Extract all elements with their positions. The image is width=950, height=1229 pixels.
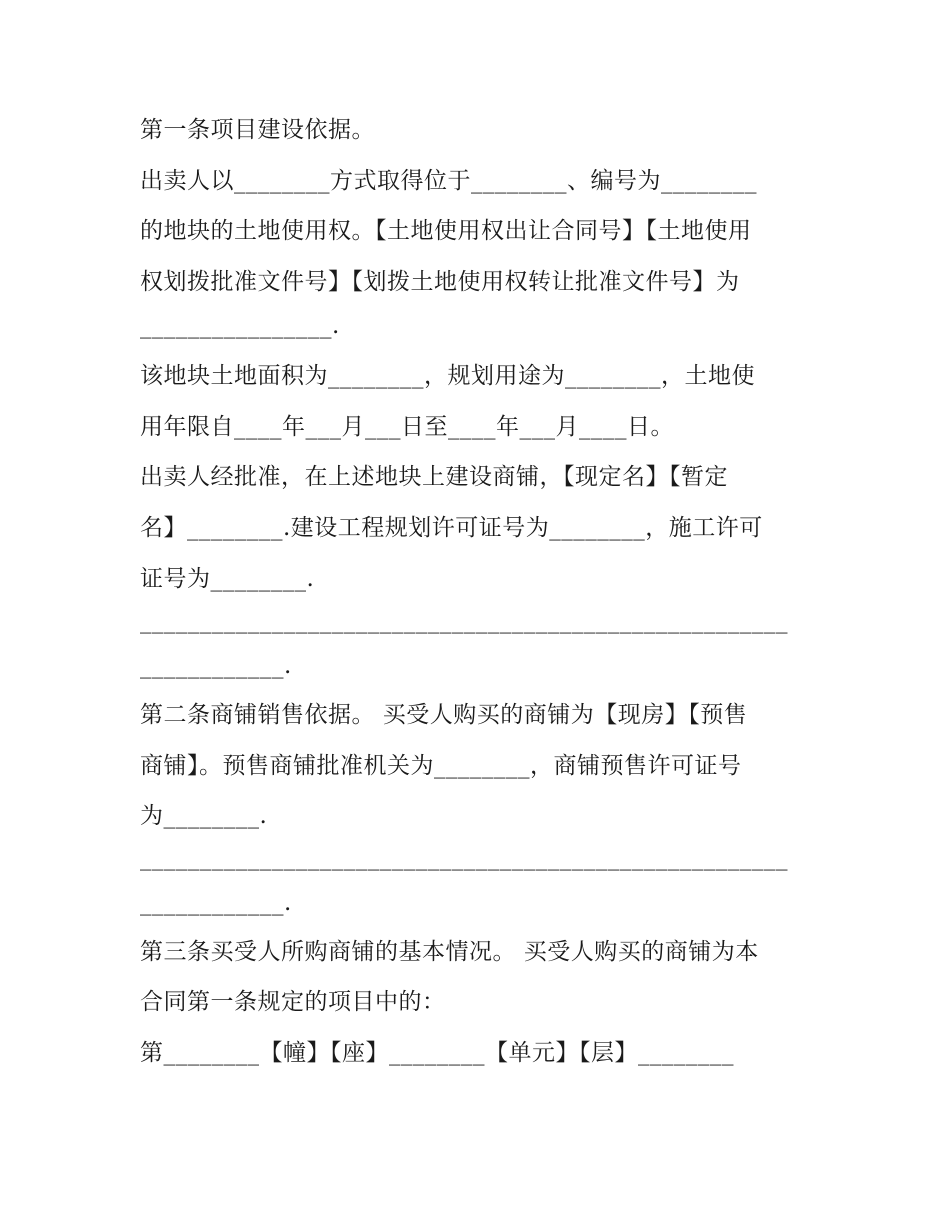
text-line: 出卖人经批准，在上述地块上建设商铺，【现定名】【暂定 [140, 464, 728, 490]
text-line: 的地块的土地使用权。【土地使用权出让合同号】【土地使用 [140, 218, 752, 244]
blank-line: ____________. [140, 653, 292, 679]
text-line: 该地块土地面积为________，规划用途为________，土地使 [140, 363, 755, 389]
text-line: 商铺】。预售商铺批准机关为________，商铺预售许可证号 [140, 753, 742, 779]
blank-line: ______________________________________________________ [140, 845, 788, 871]
blank-line: ______________________________________________________ [140, 608, 788, 634]
text-line: 出卖人以________方式取得位于________、编号为________ [140, 168, 757, 194]
article-2-heading: 第二条商铺销售依据。 买受人购买的商铺为【现房】【预售 [140, 702, 748, 728]
blank-line: ____________. [140, 890, 292, 916]
text-line: 权划拨批准文件号】【划拨土地使用权转让批准文件号】为 [140, 269, 740, 295]
text-line: 为________. [140, 803, 268, 829]
text-line: 第________【幢】【座】________【单元】【层】________ [140, 1040, 734, 1066]
text-line: 合同第一条规定的项目中的： [140, 989, 446, 1015]
text-line: 用年限自____年___月___日至____年___月____日。 [140, 414, 674, 440]
article-1-heading: 第一条项目建设依据。 [140, 117, 375, 143]
article-3-heading: 第三条买受人所购商铺的基本情况。 买受人购买的商铺为本 [140, 939, 759, 965]
text-line: 证号为________. [140, 566, 315, 592]
blank-line: ________________. [140, 313, 340, 339]
text-line: 名】________.建设工程规划许可证号为________，施工许可 [140, 515, 763, 541]
